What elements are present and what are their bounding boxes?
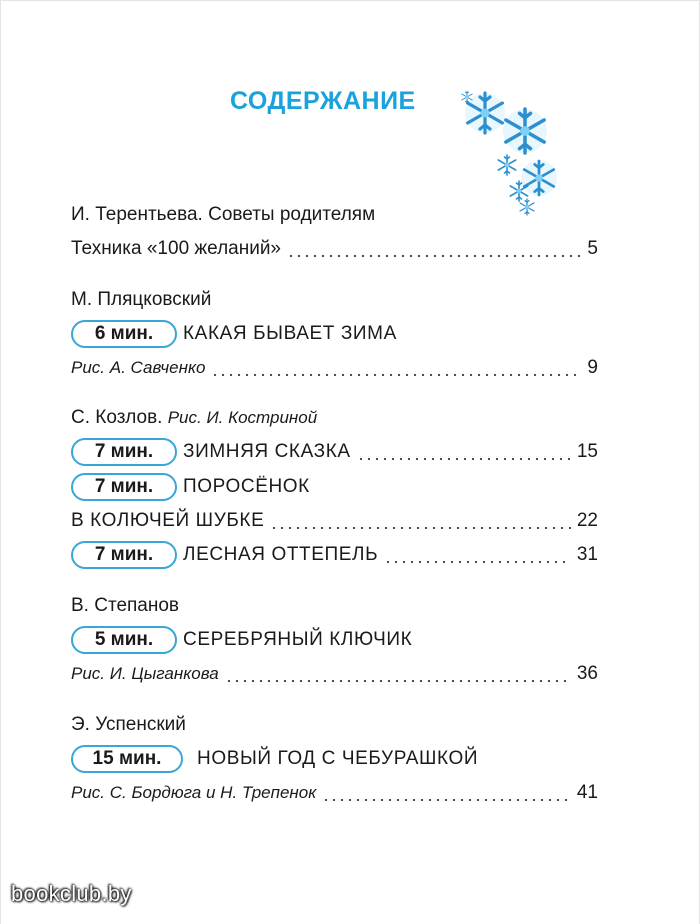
leader-dots [322,778,571,808]
toc-entry[interactable] [71,744,598,774]
story-title-continuation: В КОЛЮЧЕЙ ШУБКЕ [71,510,265,531]
illustrator: Рис. И. Цыганкова [71,664,219,683]
toc-entry[interactable] [71,437,598,467]
leader-dots [270,506,570,536]
page-number: 31 [576,544,598,565]
section-author-line [71,403,598,433]
toc-entry[interactable] [71,234,598,264]
toc-entry-illustrator[interactable] [71,353,598,383]
story-title: ПОРОСЁНОК [183,476,310,497]
page-number: 41 [576,782,598,803]
page-number: 5 [587,238,598,259]
page-number: 22 [576,510,598,531]
toc-entry[interactable] [71,472,598,502]
page-number: 36 [576,663,598,684]
illustrator: Рис. А. Савченко [71,358,206,377]
page-number: 15 [576,441,598,462]
leader-dots [225,659,571,689]
entry-title: Техника «100 желаний» [71,238,282,259]
reading-time-badge: 15 мин. [71,745,183,773]
reading-time-badge: 7 мин. [71,541,177,569]
toc-entry-illustrator[interactable] [71,778,598,808]
illustrator: Рис. С. Бордюга и Н. Трепенок [71,783,317,802]
page-number: 9 [587,357,598,378]
leader-dots [384,540,571,570]
page-title: СОДЕРЖАНИЕ [230,87,416,115]
section-author: С. Козлов. [71,407,163,428]
leader-dots [211,353,581,383]
section-author: Э. Успенский [71,714,186,735]
illustrator: Рис. И. Костриной [167,408,318,427]
section-author: И. Терентьева. Советы родителям [71,204,376,225]
reading-time-badge: 7 мин. [71,473,177,501]
toc-entry-illustrator[interactable] [71,659,598,689]
toc-entry[interactable] [71,625,598,655]
toc-entry[interactable] [71,540,598,570]
reading-time-badge: 5 мин. [71,626,177,654]
story-title: СЕРЕБРЯНЫЙ КЛЮЧИК [183,629,413,650]
watermark: bookclub.by [11,881,132,906]
toc-entry-continuation[interactable] [71,506,598,536]
leader-dots [357,437,571,467]
section-author: В. Степанов [71,595,180,616]
reading-time-badge: 6 мин. [71,320,177,348]
reading-time-badge: 7 мин. [71,438,177,466]
leader-dots [287,234,581,264]
toc-entry[interactable] [71,319,598,349]
section-author: М. Пляцковский [71,289,212,310]
story-title: ЗИМНЯЯ СКАЗКА [183,441,351,462]
snowflakes-icon [457,83,557,218]
story-title: ЛЕСНАЯ ОТТЕПЕЛЬ [183,544,379,565]
story-title: КАКАЯ БЫВАЕТ ЗИМА [183,323,397,344]
story-title: НОВЫЙ ГОД С ЧЕБУРАШКОЙ [197,748,479,769]
